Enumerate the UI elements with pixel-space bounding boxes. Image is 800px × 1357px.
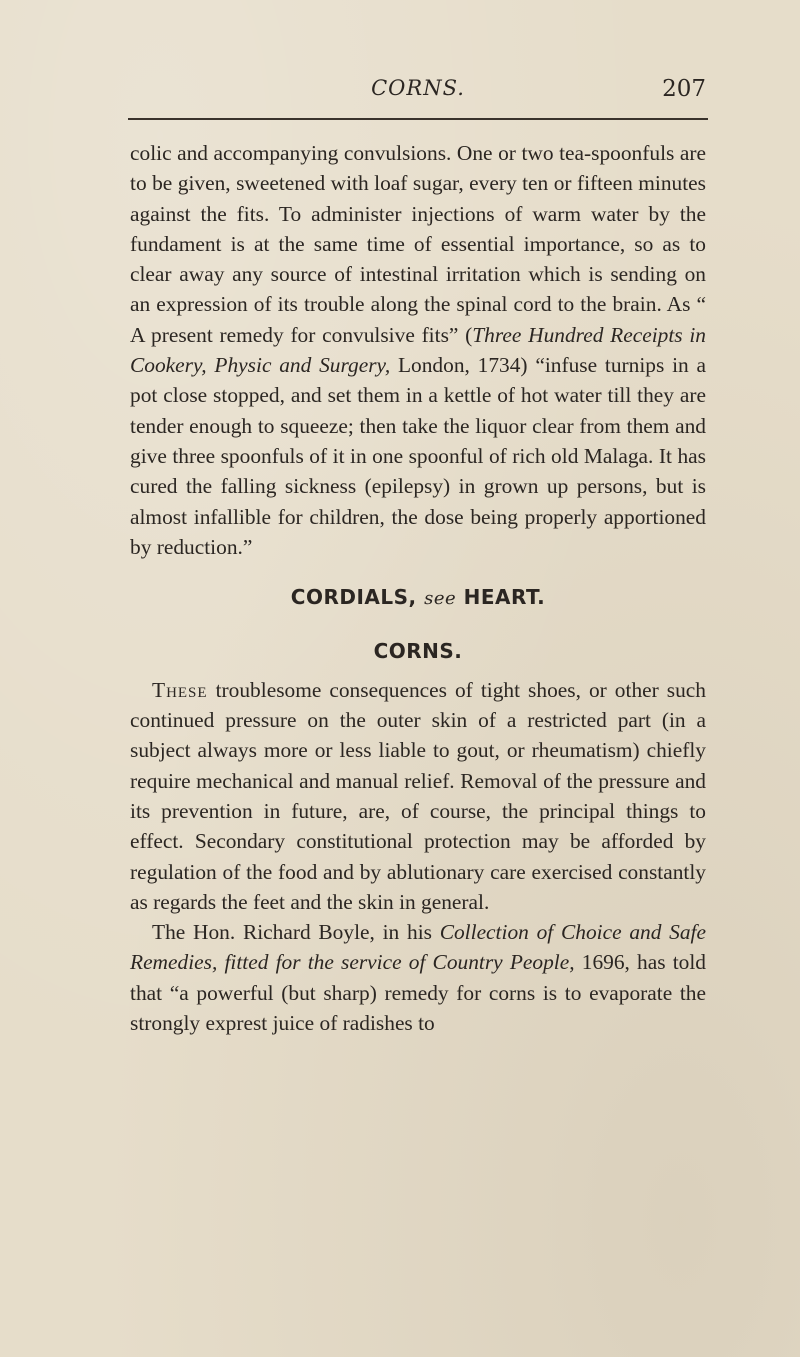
paragraph-corns-text: troublesome consequences of tight shoes, or other such continued pressure on the outer skin of a restricted part (in a subject always more or less liable to gout, or rheumatism) chiefly require mechanical and manual relief. Removal of the pressure and its prevention in future, are, of course, the principal things to effect. Secondary constitutional protection may be afforded by regulation of the food and by ablutionary care exercised constantly as regards the feet and the skin in general. [130, 677, 706, 914]
cordials-ref: HEART. [463, 585, 546, 610]
paragraph-boyle-text-a: The Hon. Richard Boyle, in his [152, 920, 440, 945]
paragraph-corns-lead: These [152, 677, 208, 702]
running-head: CORNS. [371, 76, 465, 100]
paragraph-colic-text-a: colic and accompanying convulsions. One or two tea-spoonfuls are to be given, sweetened with loaf sugar, every ten or fifteen minutes against the fits. To administer injections of warm water by the fundament is at the same time of essential importance, so as to clear away any source of intestinal irritation which is sending on an expression of its trouble along the spinal cord to the brain. As “ A present remedy for convulsive fits” ( [130, 141, 706, 347]
cordials-title: CORDIALS, [290, 585, 417, 610]
page-header [128, 76, 708, 110]
body-text [130, 138, 706, 1038]
book-title-three-hundred-receipts: Three Hundred Receipts in Cookery, Physic and Surgery, [130, 322, 706, 378]
paragraph-boyle [130, 917, 706, 1038]
section-heading-cordials [130, 582, 706, 614]
paragraph-corns [130, 675, 706, 917]
page-number: 207 [662, 76, 706, 102]
paragraph-colic-text-c: London, 1734) “infuse turnips in a pot close stopped, and set them in a kettle of hot water till they are tender enough to squeeze; then take the liquor clear from them and give three spoonfuls of it in one spoonful of rich old Malaga. It has cured the falling sickness (epilepsy) in grown up persons, but is almost infallible for children, the dose being properly apportioned by reduction.” [130, 353, 707, 559]
section-heading-corns: CORNS. [373, 639, 463, 664]
paragraph-boyle-text-c: 1696, has told that “a powerful (but sharp) remedy for corns is to evaporate the strongly exprest juice of radishes to [130, 950, 706, 1036]
book-title-collection-of-choice: Collection of Choice and Safe Remedies, fitted for the service of Country People, [130, 920, 706, 975]
paragraph-colic [130, 138, 706, 562]
cordials-see: see [424, 588, 457, 610]
header-rule [128, 118, 708, 120]
